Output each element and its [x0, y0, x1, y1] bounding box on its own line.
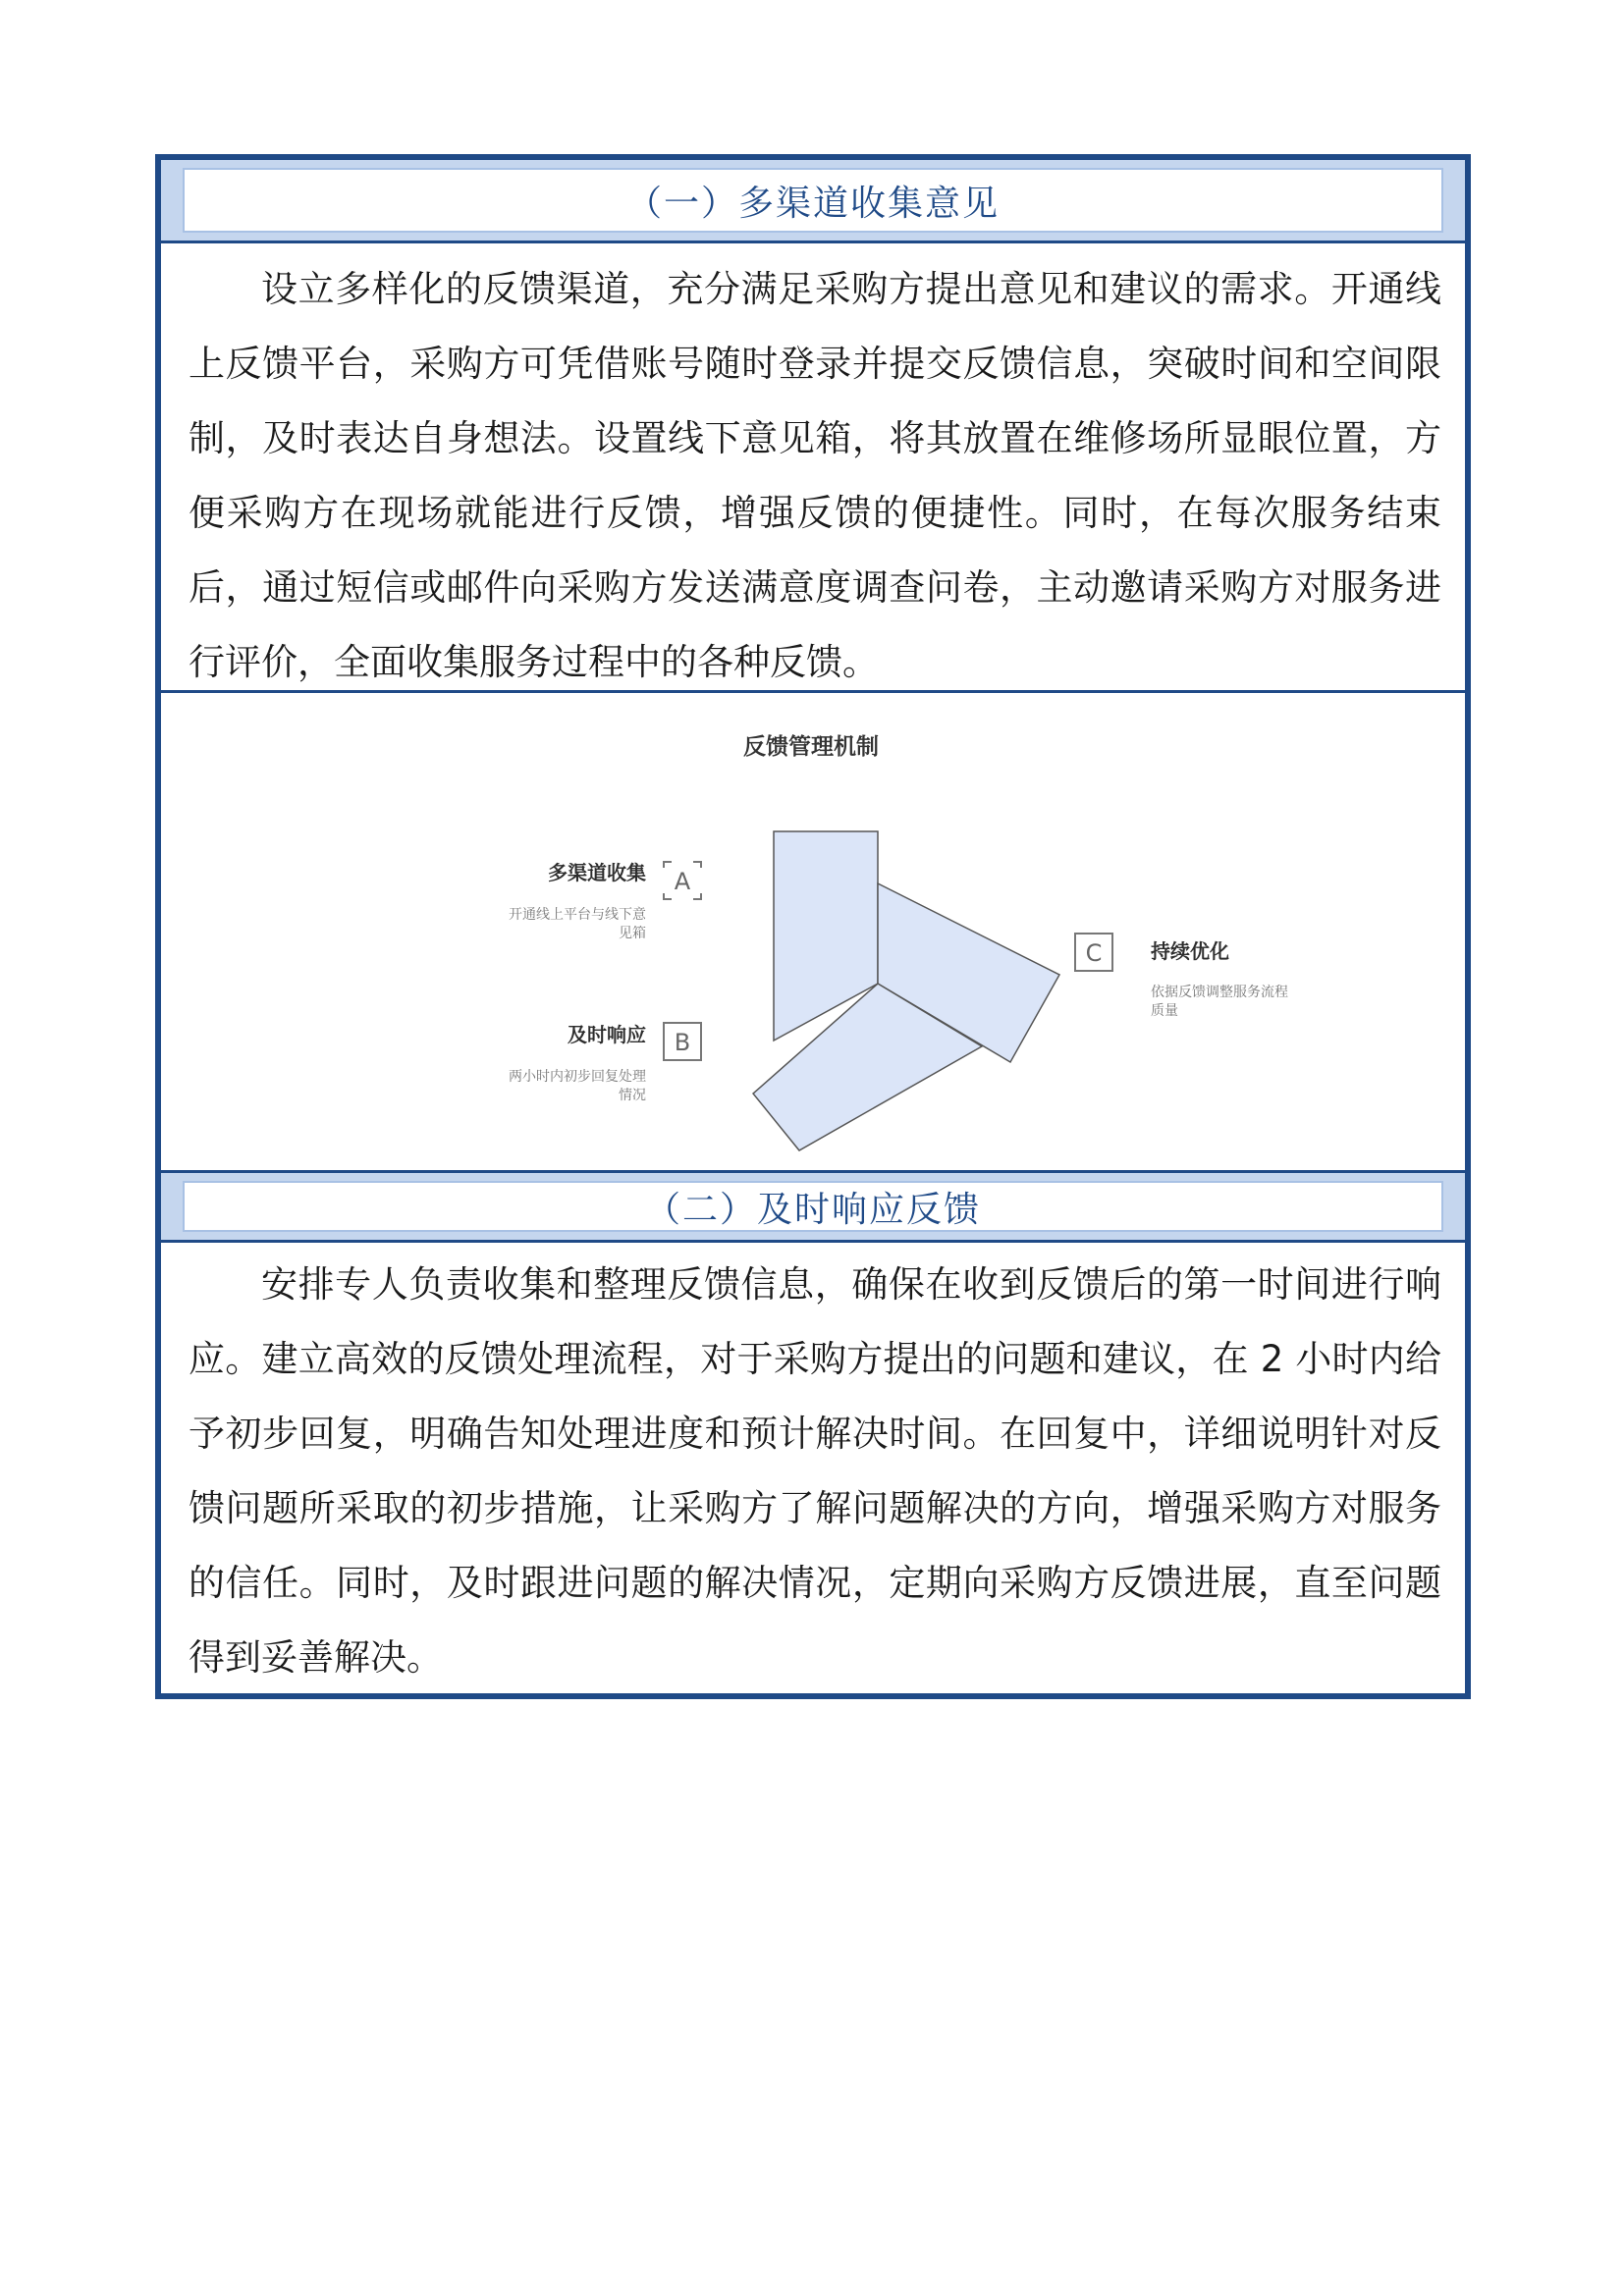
section1-header-band	[161, 160, 1465, 240]
item-c-title: 持续优化	[1151, 939, 1229, 963]
section2-header: （二）及时响应反馈	[183, 1181, 1443, 1232]
item-a-letter: A	[674, 868, 691, 895]
item-a-desc: 开通线上平台与线下意	[509, 907, 646, 923]
divider	[161, 240, 1465, 243]
item-b-letter: B	[674, 1029, 691, 1056]
feedback-mechanism-diagram	[161, 693, 1465, 1170]
document-frame	[155, 154, 1471, 1699]
item-b-badge	[664, 1023, 701, 1060]
item-c-desc: 依据反馈调整服务流程	[1151, 985, 1288, 1000]
item-b-desc: 情况	[619, 1088, 646, 1103]
diagram-svg	[161, 693, 1465, 1170]
item-a-desc: 见箱	[619, 926, 646, 941]
diagram-title: 反馈管理机制	[743, 734, 879, 760]
item-b-desc: 两小时内初步回复处理	[509, 1069, 646, 1085]
section1-header: （一）多渠道收集意见	[183, 168, 1443, 233]
divider	[161, 1240, 1465, 1243]
section2-header-band	[161, 1173, 1465, 1240]
item-c-badge	[1075, 934, 1112, 971]
section1-paragraph: 设立多样化的反馈渠道，充分满足采购方提出意见和建议的需求。开通线上反馈平台，采购方可凭借账号随时登录并提交反馈信息，突破时间和空间限制，及时表达自身想法。设置线下意见箱，将其放置在维修场所显眼位置，方便采购方在现场就能进行反馈，增强反馈的便捷性。同时，在每次服务结束后，通过短信或邮件向采购方发送满意度调查问卷，主动邀请采购方对服务进行评价，全面收集服务过程中的各种反馈。	[189, 268, 1441, 683]
item-a-badge	[664, 862, 701, 899]
item-c-desc: 质量	[1151, 1003, 1178, 1019]
section2-paragraph: 安排专人负责收集和整理反馈信息，确保在收到反馈后的第一时间进行响应。建立高效的反馈处理流程，对于采购方提出的问题和建议，在 2 小时内给予初步回复，明确告知处理进度和预计解决时间。在回复中，详细说明针对反馈问题所采取的初步措施，让采购方了解问题解决的方向，增强采购方对服务的信任。同时，及时跟进问题的解决情况，定期向采购方反馈进展，直至问题得到妥善解决。	[189, 1263, 1441, 1679]
item-a-title: 多渠道收集	[548, 861, 646, 884]
item-c-letter: C	[1085, 939, 1103, 967]
item-b-title: 及时响应	[568, 1023, 646, 1046]
